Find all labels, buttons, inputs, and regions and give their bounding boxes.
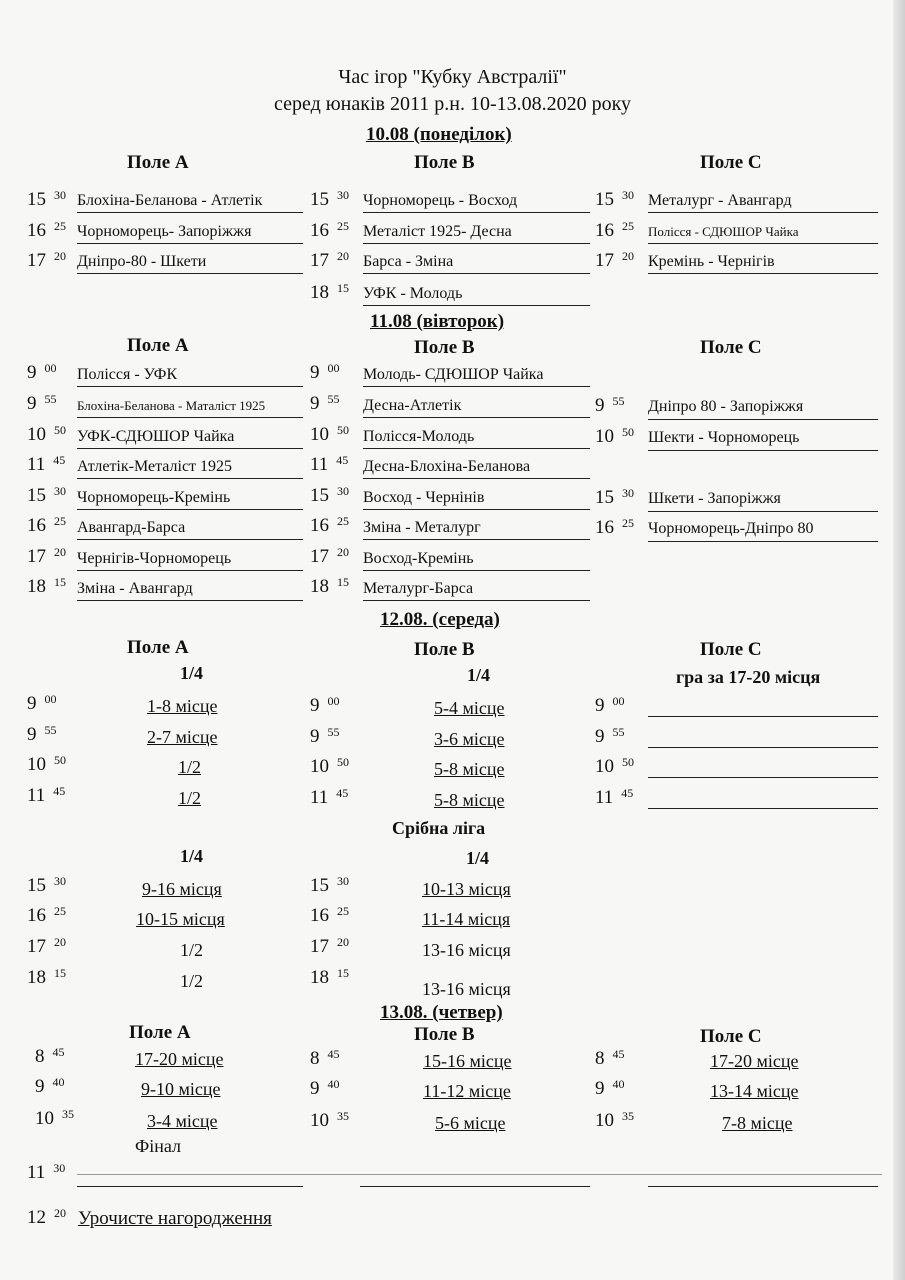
placement-label: 1/2 [178,788,202,808]
underline [363,448,590,449]
underline [77,539,303,540]
time-label: 11 $^{45}$ [310,786,349,808]
underline [648,243,878,244]
placement-label: 10-13 місця [422,879,511,899]
time-label: 18 $^{15}$ [310,281,349,303]
time-label: 15 $^{30}$ [27,484,66,506]
placement-label: 7-8 місце [722,1113,793,1133]
placement-label: 11-14 місця [422,909,511,929]
time-label: 16 $^{25}$ [595,219,634,241]
placement-label: 3-6 місце [434,729,505,749]
faint-rule [77,1174,882,1175]
time-label: 9 $^{40}$ [310,1077,340,1099]
match-entry: Десна-Атлетік [363,397,462,414]
underline [77,478,303,479]
underline [77,273,303,274]
placement-label: 17-20 місце [135,1049,224,1069]
placement-label: 13-14 місце [710,1081,799,1101]
underline [363,509,590,510]
day-label: 12.08. (середа) [380,609,500,630]
match-entry: Дніпро 80 - Запоріжжя [648,398,804,415]
time-label: 16 $^{25}$ [27,219,66,241]
time-label: 17 $^{20}$ [595,249,634,271]
time-label: 18 $^{15}$ [310,966,349,988]
blank-line [360,1186,590,1187]
underline [363,478,590,479]
match-entry: Дніпро-80 - Шкети [77,253,207,270]
time-label: 17 $^{20}$ [310,545,349,567]
time-label: 8 $^{45}$ [35,1045,65,1067]
underline [77,600,303,601]
match-entry: Шекти - Чорноморець [648,429,800,446]
field-c-heading: Поле С [700,639,762,660]
placement-label: 17-20 місце [710,1051,799,1071]
placement-label: 1-8 місце [147,696,218,716]
underline [648,511,878,512]
time-label: 8 $^{45}$ [310,1047,340,1069]
placement-label: 5-8 місце [434,790,505,810]
time-label: 17 $^{20}$ [27,935,66,957]
match-entry: Атлетік-Металіст 1925 [77,458,233,475]
quarter-label: 1/4 [467,665,491,685]
underline [77,386,303,387]
match-entry: Металург - Авангард [648,192,792,209]
match-entry: Барса - Зміна [363,253,454,270]
match-entry: Блохіна-Беланова - Маталіст 1925 [77,398,266,413]
underline [648,212,878,213]
match-entry: Полісся - УФК [77,366,178,383]
time-label: 11 $^{45}$ [27,784,66,806]
blank-line [648,1186,878,1187]
match-entry: УФК - Молодь [363,285,463,302]
underline [648,273,878,274]
placement-label: 3-4 місце [147,1111,218,1131]
time-label: 16 $^{25}$ [310,219,349,241]
match-entry: Шкети - Запоріжжя [648,490,781,507]
time-label: 11 $^{45}$ [595,786,634,808]
time-label: 10 $^{50}$ [310,423,349,445]
placement-label: 13-16 місця [422,940,511,960]
time-label: 17 $^{20}$ [27,545,66,567]
underline [363,212,590,213]
time-label: 10 $^{35}$ [595,1109,634,1131]
time-label: 9 $^{55}$ [310,392,340,414]
placement-label: 1/2 [180,940,204,960]
award-ceremony: Урочисте нагородження [78,1208,272,1229]
underline [77,243,303,244]
time-label: 15 $^{30}$ [310,484,349,506]
time-label: 18 $^{15}$ [310,575,349,597]
blank-line [77,1186,303,1187]
field-c-heading: Поле С [700,337,762,358]
underline [648,777,878,778]
match-entry: Десна-Блохіна-Беланова [363,458,531,475]
match-entry: Чорноморець - Восход [363,192,518,209]
quarter-label: 1/4 [466,848,490,868]
placement-label: 10-15 місця [136,909,225,929]
underline [363,305,590,306]
field-a-heading: Поле А [127,335,189,356]
time-label: 9 $^{00}$ [595,694,625,716]
time-label: 15 $^{30}$ [310,874,349,896]
time-label: 17 $^{20}$ [310,935,349,957]
time-label: 16 $^{25}$ [27,514,66,536]
placement-label: 11-12 місце [423,1081,511,1101]
time-label: 10 $^{50}$ [27,753,66,775]
match-entry: Зміна - Металург [363,519,481,536]
underline [648,541,878,542]
time-label: 10 $^{50}$ [595,425,634,447]
match-entry: УФК-СДЮШОР Чайка [77,428,235,445]
time-label: 11 $^{30}$ [27,1161,66,1183]
placement-label: 9-10 місце [141,1079,221,1099]
day-label: 10.08 (понеділок) [366,124,512,145]
placement-label: 1/2 [178,757,202,777]
time-label: 9 $^{00}$ [27,361,57,383]
time-label: 9 $^{55}$ [595,394,625,416]
time-label: 15 $^{30}$ [595,486,634,508]
match-entry: Восход-Кремінь [363,550,474,567]
time-label: 16 $^{25}$ [595,516,634,538]
match-entry: Молодь- СДЮШОР Чайка [363,366,544,383]
field-c-title: гра за 17-20 місця [676,667,821,687]
field-b-heading: Поле В [414,1024,475,1045]
match-entry: Чернігів-Чорноморець [77,550,232,567]
time-label: 10 $^{35}$ [310,1109,349,1131]
match-entry: Зміна - Авангард [77,580,193,597]
underline [363,539,590,540]
underline [77,448,303,449]
field-b-heading: Поле В [414,152,475,173]
underline [648,747,878,748]
match-entry: Металіст 1925- Десна [363,223,512,240]
time-label: 9 $^{55}$ [310,725,340,747]
underline [77,212,303,213]
underline [648,716,878,717]
time-label: 18 $^{15}$ [27,575,66,597]
time-label: 17 $^{20}$ [27,249,66,271]
underline [77,417,303,418]
time-label: 17 $^{20}$ [310,249,349,271]
time-label: 15 $^{30}$ [595,188,634,210]
time-label: 15 $^{30}$ [310,188,349,210]
underline [363,243,590,244]
match-entry: Блохіна-Беланова - Атлетік [77,192,263,209]
time-label: 9 $^{00}$ [27,692,57,714]
match-entry: Полісся-Молодь [363,428,475,445]
field-b-heading: Поле В [414,639,475,660]
time-label: 8 $^{45}$ [595,1047,625,1069]
time-label: 16 $^{25}$ [310,514,349,536]
time-label: 9 $^{55}$ [27,723,57,745]
match-entry: Чорноморець-Кремінь [77,489,231,506]
time-label: 18 $^{15}$ [27,966,66,988]
field-a-heading: Поле А [127,637,189,658]
time-label: 9 $^{55}$ [595,725,625,747]
match-entry: Чорноморець-Дніпро 80 [648,520,814,537]
placement-label: 9-16 місця [142,879,222,899]
placement-label: 5-8 місце [434,759,505,779]
quarter-label: 1/4 [180,663,204,683]
placement-label: 5-6 місце [435,1113,506,1133]
time-label: 9 $^{00}$ [310,694,340,716]
placement-label: 2-7 місце [147,727,218,747]
match-entry: Металург-Барса [363,580,474,597]
time-label: 11 $^{45}$ [27,453,66,475]
underline [77,570,303,571]
time-label: 15 $^{30}$ [27,874,66,896]
time-label: 10 $^{50}$ [310,755,349,777]
underline [363,600,590,601]
page-title: Час ігор "Кубку Австралії" [338,66,567,88]
field-c-heading: Поле С [700,1026,762,1047]
underline [363,273,590,274]
placement-label: 5-4 місце [434,698,505,718]
underline [77,509,303,510]
time-label: 10 $^{50}$ [27,423,66,445]
underline [648,419,878,420]
underline [648,450,878,451]
underline [648,808,878,809]
placement-label: 1/2 [180,971,204,991]
time-label: 9 $^{00}$ [310,361,340,383]
time-label: 12 $^{20}$ [27,1206,66,1228]
page-subtitle: серед юнаків 2011 р.н. 10-13.08.2020 року [273,93,632,115]
time-label: 10 $^{50}$ [595,755,634,777]
silver-league-label: Срібна ліга [392,818,486,838]
day-label: 11.08 (вівторок) [370,311,505,332]
placement-label: 15-16 місце [423,1051,512,1071]
field-a-heading: Поле А [129,1022,191,1043]
match-entry: Восход - Чернінів [363,489,485,506]
final-label: Фінал [135,1136,181,1156]
time-label: 9 $^{55}$ [27,392,57,414]
time-label: 15 $^{30}$ [27,188,66,210]
time-label: 9 $^{40}$ [595,1077,625,1099]
match-entry: Кремінь - Чернігів [648,253,775,270]
time-label: 16 $^{25}$ [27,904,66,926]
placement-label: 13-16 місця [422,979,511,999]
underline [363,570,590,571]
match-entry: Чорноморець- Запоріжжя [77,223,252,240]
field-a-heading: Поле А [127,152,189,173]
underline [363,386,590,387]
time-label: 9 $^{40}$ [35,1075,65,1097]
day-label: 13.08. (четвер) [380,1002,503,1023]
field-c-heading: Поле С [700,152,762,173]
match-entry: Полісся - СДЮШОР Чайка [648,224,799,239]
quarter-label: 1/4 [180,846,204,866]
time-label: 11 $^{45}$ [310,453,349,475]
time-label: 10 $^{35}$ [35,1107,74,1129]
underline [363,417,590,418]
page-edge [893,0,905,1280]
match-entry: Авангард-Барса [77,519,186,536]
field-b-heading: Поле В [414,337,475,358]
time-label: 16 $^{25}$ [310,904,349,926]
